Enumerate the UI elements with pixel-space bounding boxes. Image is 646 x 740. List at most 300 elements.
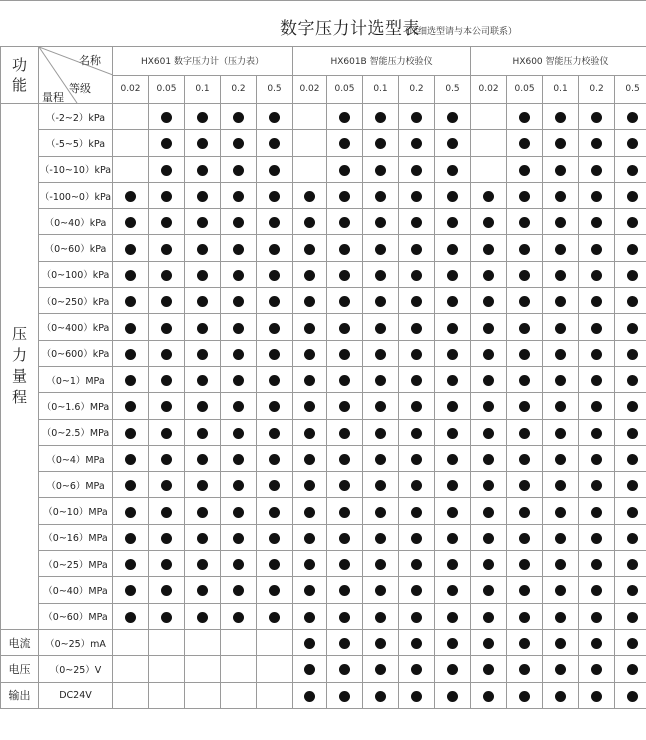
availability-cell: [363, 551, 399, 577]
section-label: 压力量程: [1, 104, 39, 630]
available-dot-icon: [233, 559, 244, 570]
available-dot-icon: [339, 375, 350, 386]
availability-cell: [221, 603, 257, 629]
available-dot-icon: [627, 612, 638, 623]
availability-cell: [149, 288, 185, 314]
available-dot-icon: [375, 664, 386, 675]
availability-cell: [435, 577, 471, 603]
available-dot-icon: [627, 691, 638, 702]
availability-cell: [543, 445, 579, 471]
available-dot-icon: [555, 165, 566, 176]
available-dot-icon: [161, 270, 172, 281]
availability-cell: [293, 656, 327, 682]
table-row: [1, 629, 646, 655]
available-dot-icon: [447, 217, 458, 228]
available-dot-icon: [339, 559, 350, 570]
availability-cell: [399, 393, 435, 419]
available-dot-icon: [555, 507, 566, 518]
available-dot-icon: [447, 585, 458, 596]
availability-cell: [327, 419, 363, 445]
available-dot-icon: [627, 191, 638, 202]
available-dot-icon: [627, 559, 638, 570]
availability-cell: [471, 314, 507, 340]
available-dot-icon: [411, 585, 422, 596]
availability-cell: [185, 393, 221, 419]
availability-cell: [507, 524, 543, 550]
available-dot-icon: [447, 244, 458, 255]
availability-cell: [435, 104, 471, 130]
availability-cell: [327, 656, 363, 682]
availability-cell: [257, 551, 293, 577]
availability-cell: [113, 419, 149, 445]
availability-cell: [507, 314, 543, 340]
availability-cell: [185, 472, 221, 498]
table-row: [1, 209, 646, 235]
availability-cell: [615, 472, 646, 498]
available-dot-icon: [269, 428, 280, 439]
availability-cell: [471, 577, 507, 603]
function-header: [1, 47, 39, 104]
availability-cell: [579, 656, 615, 682]
availability-cell: [257, 130, 293, 156]
availability-cell: [615, 235, 646, 261]
available-dot-icon: [555, 691, 566, 702]
availability-cell: [399, 603, 435, 629]
availability-cell: [579, 524, 615, 550]
model-header-hx601b: HX601B 智能压力校验仪: [293, 47, 471, 76]
range-cell: （0~25）mA: [39, 629, 113, 655]
table-row: [1, 603, 646, 629]
available-dot-icon: [197, 217, 208, 228]
available-dot-icon: [519, 428, 530, 439]
availability-cell: [471, 209, 507, 235]
available-dot-icon: [591, 270, 602, 281]
availability-cell: [327, 498, 363, 524]
available-dot-icon: [627, 375, 638, 386]
availability-cell: [507, 288, 543, 314]
available-dot-icon: [483, 217, 494, 228]
available-dot-icon: [339, 244, 350, 255]
availability-cell: [399, 656, 435, 682]
availability-cell: [293, 577, 327, 603]
available-dot-icon: [339, 323, 350, 334]
availability-cell: [221, 656, 257, 682]
availability-cell: [615, 551, 646, 577]
available-dot-icon: [304, 375, 315, 386]
availability-cell: [507, 445, 543, 471]
available-dot-icon: [447, 664, 458, 675]
table-row: [1, 261, 646, 287]
available-dot-icon: [555, 270, 566, 281]
table-row: [1, 393, 646, 419]
available-dot-icon: [269, 112, 280, 123]
available-dot-icon: [304, 454, 315, 465]
corner-grade-label: 等级: [69, 82, 91, 95]
available-dot-icon: [447, 191, 458, 202]
available-dot-icon: [125, 375, 136, 386]
availability-cell: [221, 288, 257, 314]
available-dot-icon: [519, 138, 530, 149]
range-cell: （0~40）kPa: [39, 209, 113, 235]
available-dot-icon: [375, 296, 386, 307]
availability-cell: [471, 104, 507, 130]
availability-cell: [615, 156, 646, 182]
available-dot-icon: [304, 296, 315, 307]
availability-cell: [293, 104, 327, 130]
available-dot-icon: [339, 401, 350, 412]
available-dot-icon: [269, 507, 280, 518]
availability-cell: [257, 288, 293, 314]
availability-cell: [507, 419, 543, 445]
available-dot-icon: [591, 244, 602, 255]
availability-cell: [221, 130, 257, 156]
table-row: [1, 577, 646, 603]
available-dot-icon: [627, 165, 638, 176]
available-dot-icon: [591, 428, 602, 439]
availability-cell: [185, 445, 221, 471]
availability-cell: [435, 366, 471, 392]
availability-cell: [257, 104, 293, 130]
availability-cell: [149, 340, 185, 366]
availability-cell: [257, 577, 293, 603]
availability-cell: [113, 393, 149, 419]
available-dot-icon: [627, 217, 638, 228]
available-dot-icon: [233, 112, 244, 123]
available-dot-icon: [197, 507, 208, 518]
availability-cell: [507, 130, 543, 156]
availability-cell: [543, 182, 579, 208]
availability-cell: [579, 366, 615, 392]
availability-cell: [149, 182, 185, 208]
availability-cell: [399, 551, 435, 577]
availability-cell: [615, 209, 646, 235]
available-dot-icon: [269, 217, 280, 228]
availability-cell: [149, 577, 185, 603]
range-cell: （0~100）kPa: [39, 261, 113, 287]
availability-cell: [113, 445, 149, 471]
table-row: [1, 340, 646, 366]
range-cell: （0~40）MPa: [39, 577, 113, 603]
availability-cell: [327, 235, 363, 261]
available-dot-icon: [483, 612, 494, 623]
available-dot-icon: [197, 191, 208, 202]
available-dot-icon: [627, 454, 638, 465]
availability-cell: [363, 577, 399, 603]
available-dot-icon: [375, 533, 386, 544]
available-dot-icon: [627, 664, 638, 675]
available-dot-icon: [125, 401, 136, 412]
availability-cell: [363, 603, 399, 629]
availability-cell: [435, 524, 471, 550]
available-dot-icon: [375, 191, 386, 202]
availability-cell: [543, 366, 579, 392]
availability-cell: [615, 104, 646, 130]
availability-cell: [579, 288, 615, 314]
available-dot-icon: [591, 323, 602, 334]
available-dot-icon: [411, 112, 422, 123]
availability-cell: [113, 235, 149, 261]
available-dot-icon: [304, 217, 315, 228]
availability-cell: [471, 524, 507, 550]
availability-cell: [579, 235, 615, 261]
available-dot-icon: [411, 191, 422, 202]
availability-cell: [543, 656, 579, 682]
available-dot-icon: [197, 270, 208, 281]
available-dot-icon: [519, 349, 530, 360]
availability-cell: [257, 682, 293, 708]
available-dot-icon: [411, 638, 422, 649]
available-dot-icon: [519, 664, 530, 675]
grade-header: 0.05: [507, 75, 543, 104]
available-dot-icon: [161, 533, 172, 544]
availability-cell: [399, 419, 435, 445]
availability-cell: [185, 156, 221, 182]
availability-cell: [327, 366, 363, 392]
available-dot-icon: [483, 401, 494, 412]
available-dot-icon: [447, 559, 458, 570]
available-dot-icon: [269, 612, 280, 623]
availability-cell: [543, 498, 579, 524]
availability-cell: [615, 393, 646, 419]
available-dot-icon: [591, 691, 602, 702]
availability-cell: [543, 629, 579, 655]
corner-header: [39, 47, 113, 104]
available-dot-icon: [627, 507, 638, 518]
availability-cell: [185, 261, 221, 287]
availability-cell: [257, 445, 293, 471]
availability-cell: [149, 156, 185, 182]
available-dot-icon: [197, 428, 208, 439]
availability-cell: [185, 577, 221, 603]
available-dot-icon: [125, 480, 136, 491]
availability-cell: [221, 472, 257, 498]
available-dot-icon: [627, 323, 638, 334]
availability-cell: [507, 393, 543, 419]
available-dot-icon: [591, 638, 602, 649]
available-dot-icon: [125, 296, 136, 307]
available-dot-icon: [519, 691, 530, 702]
available-dot-icon: [161, 138, 172, 149]
availability-cell: [113, 551, 149, 577]
availability-cell: [293, 130, 327, 156]
available-dot-icon: [375, 112, 386, 123]
availability-cell: [293, 498, 327, 524]
availability-cell: [435, 130, 471, 156]
availability-cell: [257, 472, 293, 498]
section-label: 输出: [1, 682, 39, 708]
grade-header: 0.5: [615, 75, 646, 104]
availability-cell: [185, 182, 221, 208]
availability-cell: [435, 656, 471, 682]
model-header-hx601: HX601 数字压力计（压力表）: [113, 47, 293, 76]
grade-header: 0.1: [185, 75, 221, 104]
availability-cell: [149, 393, 185, 419]
availability-cell: [615, 288, 646, 314]
range-cell: （-10~10）kPa: [39, 156, 113, 182]
available-dot-icon: [304, 559, 315, 570]
grade-header: 0.05: [327, 75, 363, 104]
available-dot-icon: [269, 296, 280, 307]
table-row: [1, 498, 646, 524]
availability-cell: [327, 524, 363, 550]
availability-cell: [293, 261, 327, 287]
availability-cell: [149, 235, 185, 261]
availability-cell: [507, 682, 543, 708]
availability-cell: [507, 551, 543, 577]
available-dot-icon: [125, 428, 136, 439]
available-dot-icon: [304, 270, 315, 281]
range-cell: （0~4）MPa: [39, 445, 113, 471]
available-dot-icon: [339, 585, 350, 596]
availability-cell: [615, 603, 646, 629]
available-dot-icon: [483, 480, 494, 491]
availability-cell: [221, 445, 257, 471]
grade-header: 0.5: [435, 75, 471, 104]
available-dot-icon: [555, 296, 566, 307]
table-row: [1, 130, 646, 156]
availability-cell: [113, 104, 149, 130]
availability-cell: [579, 551, 615, 577]
available-dot-icon: [627, 296, 638, 307]
availability-cell: [221, 235, 257, 261]
availability-cell: [435, 472, 471, 498]
availability-cell: [113, 314, 149, 340]
available-dot-icon: [591, 217, 602, 228]
table-row: [1, 656, 646, 682]
availability-cell: [615, 445, 646, 471]
availability-cell: [221, 314, 257, 340]
available-dot-icon: [375, 559, 386, 570]
available-dot-icon: [411, 559, 422, 570]
availability-cell: [113, 498, 149, 524]
availability-cell: [579, 261, 615, 287]
availability-cell: [149, 603, 185, 629]
available-dot-icon: [304, 664, 315, 675]
range-cell: （0~60）kPa: [39, 235, 113, 261]
available-dot-icon: [161, 585, 172, 596]
availability-cell: [257, 393, 293, 419]
available-dot-icon: [411, 296, 422, 307]
available-dot-icon: [483, 191, 494, 202]
available-dot-icon: [447, 691, 458, 702]
grade-header: 0.02: [113, 75, 149, 104]
availability-cell: [149, 314, 185, 340]
availability-cell: [363, 104, 399, 130]
available-dot-icon: [483, 454, 494, 465]
available-dot-icon: [269, 559, 280, 570]
availability-cell: [543, 682, 579, 708]
grade-header: 0.5: [257, 75, 293, 104]
availability-cell: [471, 235, 507, 261]
available-dot-icon: [591, 507, 602, 518]
available-dot-icon: [161, 428, 172, 439]
availability-cell: [579, 104, 615, 130]
available-dot-icon: [591, 480, 602, 491]
available-dot-icon: [125, 217, 136, 228]
availability-cell: [327, 288, 363, 314]
available-dot-icon: [161, 612, 172, 623]
availability-cell: [293, 524, 327, 550]
available-dot-icon: [269, 585, 280, 596]
availability-cell: [185, 603, 221, 629]
header-row-models: [1, 47, 646, 76]
range-cell: （0~1）MPa: [39, 366, 113, 392]
availability-cell: [363, 340, 399, 366]
available-dot-icon: [555, 612, 566, 623]
available-dot-icon: [447, 507, 458, 518]
available-dot-icon: [519, 296, 530, 307]
available-dot-icon: [411, 375, 422, 386]
availability-cell: [471, 551, 507, 577]
availability-cell: [149, 629, 185, 655]
available-dot-icon: [197, 454, 208, 465]
availability-cell: [293, 366, 327, 392]
available-dot-icon: [125, 533, 136, 544]
available-dot-icon: [125, 585, 136, 596]
available-dot-icon: [411, 664, 422, 675]
grade-header: 0.2: [399, 75, 435, 104]
availability-cell: [615, 182, 646, 208]
availability-cell: [471, 261, 507, 287]
availability-cell: [507, 629, 543, 655]
available-dot-icon: [411, 507, 422, 518]
availability-cell: [221, 551, 257, 577]
availability-cell: [113, 340, 149, 366]
available-dot-icon: [161, 323, 172, 334]
availability-cell: [399, 629, 435, 655]
availability-cell: [543, 393, 579, 419]
available-dot-icon: [519, 191, 530, 202]
table-row: [1, 288, 646, 314]
availability-cell: [615, 656, 646, 682]
table-row: [1, 524, 646, 550]
available-dot-icon: [447, 296, 458, 307]
availability-cell: [471, 288, 507, 314]
availability-cell: [507, 104, 543, 130]
range-cell: （-100~0）kPa: [39, 182, 113, 208]
availability-cell: [507, 156, 543, 182]
available-dot-icon: [161, 165, 172, 176]
available-dot-icon: [233, 401, 244, 412]
available-dot-icon: [269, 454, 280, 465]
available-dot-icon: [161, 112, 172, 123]
availability-cell: [399, 209, 435, 235]
available-dot-icon: [161, 191, 172, 202]
availability-cell: [435, 261, 471, 287]
available-dot-icon: [627, 349, 638, 360]
available-dot-icon: [555, 112, 566, 123]
availability-cell: [113, 182, 149, 208]
availability-cell: [507, 261, 543, 287]
available-dot-icon: [591, 138, 602, 149]
availability-cell: [221, 182, 257, 208]
available-dot-icon: [447, 454, 458, 465]
availability-cell: [399, 235, 435, 261]
availability-cell: [507, 235, 543, 261]
availability-cell: [221, 340, 257, 366]
availability-cell: [327, 340, 363, 366]
available-dot-icon: [591, 401, 602, 412]
availability-cell: [149, 261, 185, 287]
available-dot-icon: [304, 638, 315, 649]
available-dot-icon: [161, 375, 172, 386]
availability-cell: [435, 629, 471, 655]
availability-cell: [327, 551, 363, 577]
available-dot-icon: [483, 428, 494, 439]
available-dot-icon: [375, 323, 386, 334]
availability-cell: [615, 366, 646, 392]
availability-cell: [327, 603, 363, 629]
